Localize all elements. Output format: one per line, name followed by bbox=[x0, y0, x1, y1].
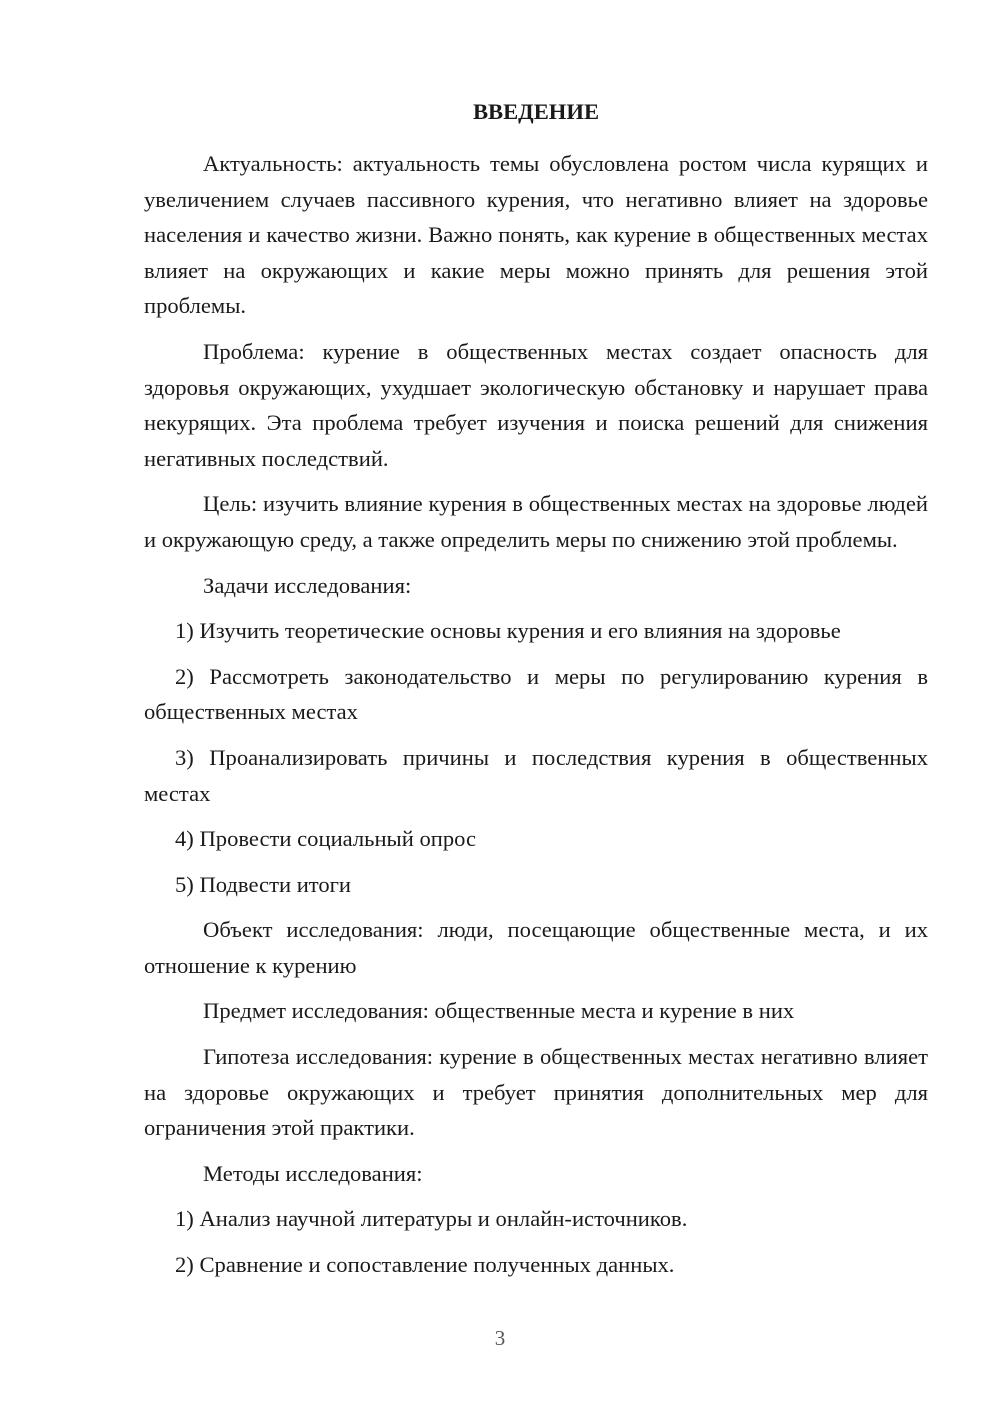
subject-paragraph: Предмет исследования: общественные места и курение в них bbox=[203, 998, 795, 1024]
task-item: 2) Рассмотреть законодательство и меры по регулированию курения в общественных местах bbox=[144, 663, 928, 725]
goal-paragraph: Цель: изучить влияние курения в общественных местах на здоровье людей и окружающую среду, а также определить меры по снижению этой проблемы. bbox=[144, 491, 928, 552]
tasks-label: Задачи исследования: bbox=[203, 572, 412, 598]
object-paragraph: Объект исследования: люди, посещающие общественные места, и их отношение к курению bbox=[144, 917, 928, 978]
page-number: 3 bbox=[494, 1326, 506, 1350]
method-item: 1) Анализ научной литературы и онлайн-источников. bbox=[175, 1206, 688, 1232]
relevance-paragraph: Актуальность: актуальность темы обусловлена ростом числа курящих и увеличением случаев пассивного курения, что негативно влияет на здоровье населения и качество жизни. Важно понять, как курение в общественных местах влияет на окружающих и какие меры можно принять для решения этой проблемы. bbox=[144, 151, 928, 319]
task-item: 4) Провести социальный опрос bbox=[175, 826, 477, 852]
problem-paragraph: Проблема: курение в общественных местах создает опасность для здоровья окружающих, ухудшает экологическую обстановку и нарушает права некурящих. Эта проблема требует изучения и поиска решений для снижения негативных последствий. bbox=[144, 338, 928, 471]
task-item: 5) Подвести итоги bbox=[175, 871, 352, 897]
task-item: 1) Изучить теоретические основы курения и его влияния на здоровье bbox=[175, 618, 841, 644]
document-page bbox=[144, 94, 928, 1293]
hypothesis-paragraph: Гипотеза исследования: курение в общественных местах негативно влияет на здоровье окружающих и требует принятия дополнительных мер для ограничения этой практики. bbox=[144, 1044, 928, 1141]
method-item: 2) Сравнение и сопоставление полученных данных. bbox=[175, 1252, 675, 1278]
methods-label: Методы исследования: bbox=[203, 1160, 423, 1186]
task-item: 3) Проанализировать причины и последствия курения в общественных местах bbox=[144, 744, 928, 806]
page-title: ВВЕДЕНИЕ bbox=[472, 99, 600, 124]
